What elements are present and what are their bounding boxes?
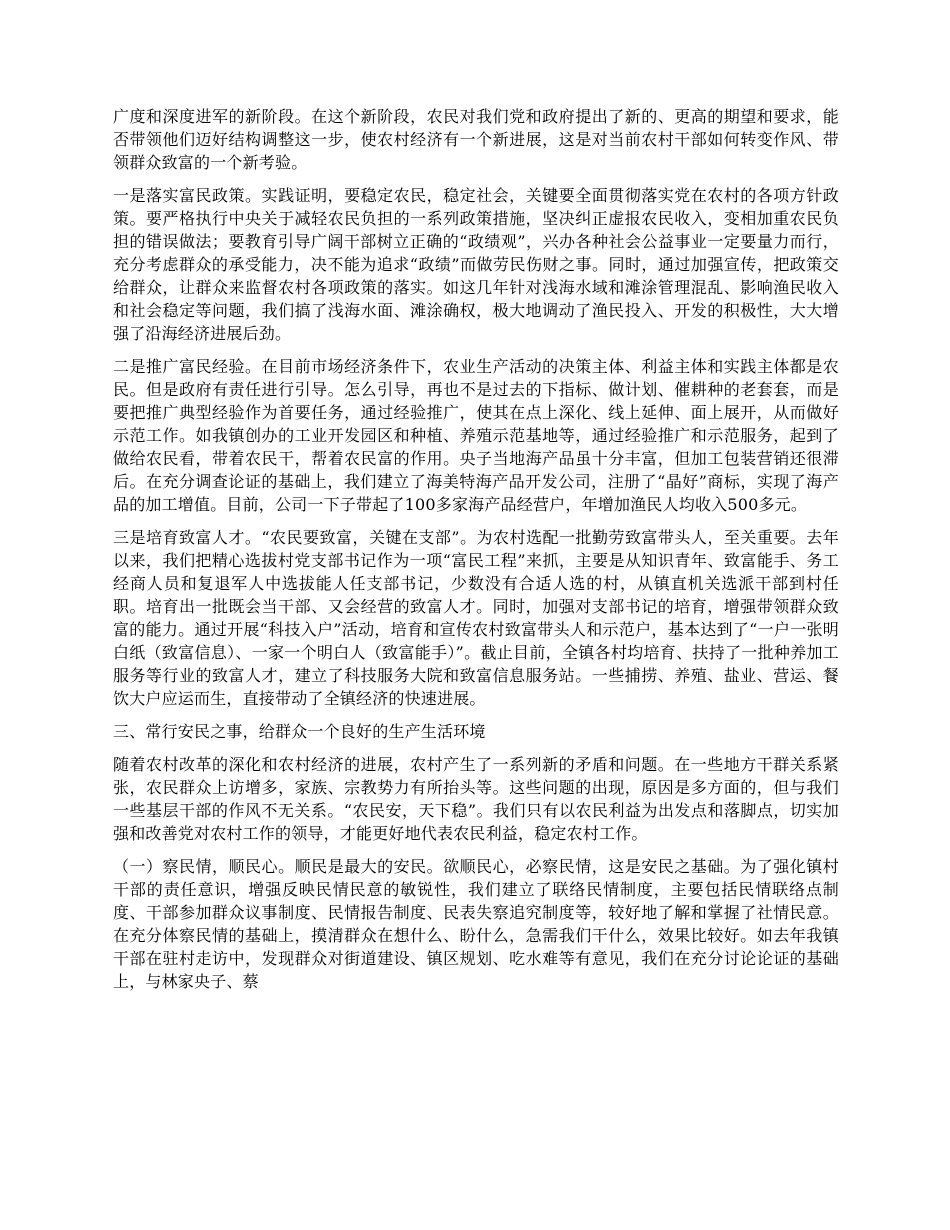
paragraph-experience: 二是推广富民经验。在目前市场经济条件下，农业生产活动的决策主体、利益主体和实践主体都是农民。但是政府有责任进行引导。怎么引导，再也不是过去的下指标、做计划、催耕种的老套套，而是要把推广典型经验作为首要任务，通过经验推广，使其在点上深化、线上延伸、面上展开，从而做好示范工作。如我镇创办的工业开发园区和种植、养殖示范基地等，通过经验推广和示范服务，起到了做给农民看，带着农民干，帮着农民富的作用。央子当地海产品虽十分丰富，但加工包装营销还很滞后。在充分调查论证的基础上，我们建立了海美特海产品开发公司，注册了“晶好”商标，实现了海产品的加工增值。目前，公司一下子带起了100多家海产品经营户，年增加渔民人均收入500多元。 [113, 357, 839, 514]
paragraph-public-sentiment: （一）察民情，顺民心。顺民是最大的安民。欲顺民心，必察民情，这是安民之基础。为了强化镇村干部的责任意识，增强反映民情民意的敏锐性，我们建立了联络民情制度，主要包括民情联络点制度、干部参加群众议事制度、民情报告制度、民表失察追究制度等，较好地了解和掌握了社情民意。在充分体察民情的基础上，摸清群众在想什么、盼什么，急需我们干什么，效果比较好。如去年我镇干部在驻村走访中，发现群众对街道建设、镇区规划、吃水难等有意见，我们在充分讨论论证的基础上，与林家央子、蔡 [113, 857, 839, 991]
document-body [113, 105, 839, 1003]
paragraph-policy: 一是落实富民政策。实践证明，要稳定农民，稳定社会，关键要全面贯彻落实党在农村的各项方针政策。要严格执行中央关于减轻农民负担的一系列政策措施，坚决纠正虚报农民收入，变相加重农民负担的错误做法；要教育引导广阔干部树立正确的“政绩观”，兴办各种社会公益事业一定要量力而行，充分考虑群众的承受能力，决不能为追求“政绩”而做劳民伤财之事。同时，通过加强宣传，把政策交给群众，让群众来监督农村各项政策的落实。如这几年针对浅海水域和滩涂管理混乱、影响渔民收入和社会稳定等问题，我们搞了浅海水面、滩涂确权，极大地调动了渔民投入、开发的积极性，大大增强了沿海经济进展后劲。 [113, 186, 839, 343]
paragraph-section-intro: 随着农村改革的深化和农村经济的进展，农村产生了一系列新的矛盾和问题。在一些地方干群关系紧张，农民群众上访增多，家族、宗教势力有所抬头等。这些问题的出现，原因是多方面的，但与我们一些基层干部的作风不无关系。“农民安，天下稳”。我们只有以农民利益为出发点和落脚点，切实加强和改善党对农村工作的领导，才能更好地代表农民利益，稳定农村工作。 [113, 755, 839, 843]
paragraph-intro: 广度和深度进军的新阶段。在这个新阶段，农民对我们党和政府提出了新的、更高的期望和要求，能否带领他们迈好结构调整这一步，使农村经济有一个新进展，这是对当前农村干部如何转变作风、带领群众致富的一个新考验。 [113, 107, 839, 172]
section-heading: 三、常行安民之事，给群众一个良好的生产生活环境 [113, 722, 486, 741]
paragraph-talent: 三是培育致富人才。“农民要致富，关键在支部”。为农村选配一批勤劳致富带头人，至关重要。去年以来，我们把精心选拔村党支部书记作为一项“富民工程”来抓，主要是从知识青年、致富能手、务工经商人员和复退军人中选拔能人任支部书记，少数没有合适人选的村，从镇直机关选派干部到村任职。培育出一批既会当干部、又会经营的致富人才。同时，加强对支部书记的培育，增强带领群众致富的能力。通过开展“科技入户”活动，培育和宣传农村致富带头人和示范户，基本达到了“一户一张明白纸（致富信息）、一家一个明白人（致富能手）”。截止目前，全镇各村均培育、扶持了一批种养加工服务等行业的致富人才，建立了科技服务大院和致富信息服务站。一些捕捞、养殖、盐业、营运、餐饮大户应运而生，直接带动了全镇经济的快速进展。 [113, 528, 839, 708]
